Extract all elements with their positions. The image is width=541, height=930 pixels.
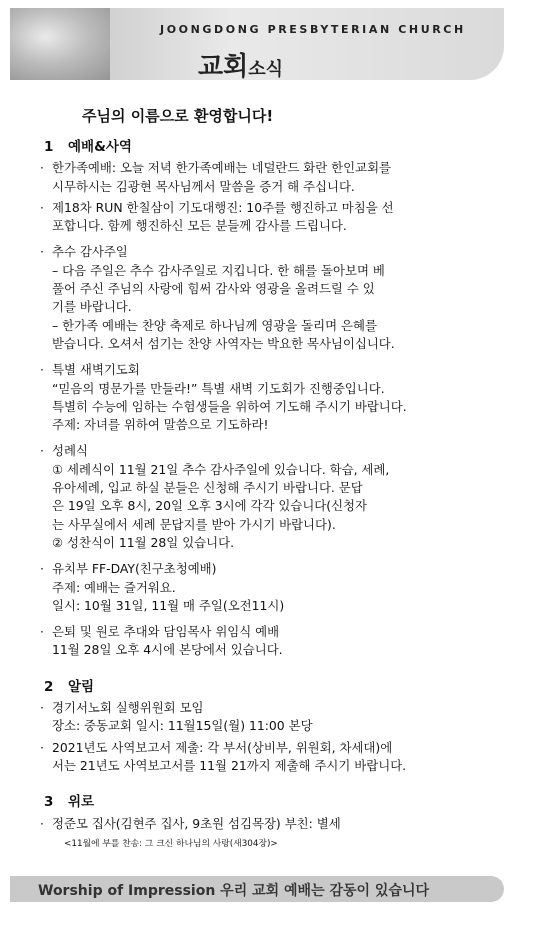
item-heading: 추수 감사주일 xyxy=(52,244,128,260)
bullet-icon: · xyxy=(40,160,44,176)
item-line: 은 19일 오후 8시, 20일 오후 3시에 각각 있습니다(신청자 xyxy=(52,498,367,514)
item-heading: 정준모 집사(김현주 집사, 9초원 섬김목장) 부친: 별세 xyxy=(52,815,341,831)
list-item xyxy=(30,159,520,196)
item-heading: 특별 새벽기도회 xyxy=(52,362,140,378)
bullet-icon: · xyxy=(40,244,44,260)
news-content xyxy=(30,128,520,853)
item-heading: 한가족예배: 오늘 저녁 한가족예배는 네덜란드 화란 한인교회를 xyxy=(52,160,392,176)
bullet-icon: · xyxy=(40,443,44,459)
item-line: 장소: 중동교회 일시: 11월15일(월) 11:00 본당 xyxy=(52,718,313,734)
bullet-icon: · xyxy=(40,815,44,831)
list-item xyxy=(30,243,520,353)
bullet-icon: · xyxy=(40,561,44,577)
item-line: 일시: 10월 31일, 11월 매 주일(오전11시) xyxy=(52,597,285,613)
item-line: 유아세례, 입교 하실 분들은 신청해 주시기 바랍니다. 문답 xyxy=(52,480,363,496)
title-big: 교회 xyxy=(198,52,249,80)
list-item xyxy=(30,739,520,776)
list-item xyxy=(30,361,520,434)
item-line: 시무하시는 김광현 목사님께서 말씀을 증거 해 주십니다. xyxy=(52,178,355,194)
bullet-icon: · xyxy=(40,362,44,378)
page-title xyxy=(198,46,283,80)
item-line: 주제: 자녀를 위하여 말씀으로 기도하라! xyxy=(52,417,269,433)
item-line: ① 세례식이 11월 21일 추수 감사주일에 있습니다. 학습, 세례, xyxy=(52,461,390,477)
list-item xyxy=(30,560,520,615)
item-line: 주제: 예배는 즐거워요. xyxy=(52,579,176,595)
item-heading: 유치부 FF-DAY(친구초청예배) xyxy=(52,561,217,577)
list-item xyxy=(30,442,520,552)
church-name: JOONGDONG PRESBYTERIAN CHURCH xyxy=(160,23,466,36)
section-title xyxy=(30,793,520,811)
item-line: 풀어 주신 주님의 사랑에 힘써 감사와 영광을 올려드릴 수 있 xyxy=(52,281,375,297)
item-line: 받습니다. 오셔서 섬기는 찬양 사역자는 박요한 목사님이십니다. xyxy=(52,335,395,351)
item-line: “믿음의 명문가를 만들라!” 특별 새벽 기도회가 진행중입니다. xyxy=(52,380,385,396)
section-title xyxy=(30,138,520,156)
bullet-icon: · xyxy=(40,700,44,716)
praying-hands-image xyxy=(10,8,110,80)
title-small: 소식 xyxy=(248,59,284,80)
item-heading: 제18차 RUN 한칠삼이 기도대행진: 10주를 행진하고 마침을 선 xyxy=(52,199,394,215)
list-item xyxy=(30,815,520,833)
item-line: 서는 21년도 사역보고서를 11월 21까지 제출해 주시기 바랍니다. xyxy=(52,757,407,773)
section-title-text: 예배&사역 xyxy=(68,139,132,155)
welcome-heading: 주님의 이름으로 환영합니다! xyxy=(82,107,274,125)
bullet-icon: · xyxy=(40,739,44,755)
section-title-text: 알림 xyxy=(68,678,95,695)
footer-text: Worship of Impression 우리 교회 예배는 감동이 있습니다 xyxy=(38,883,430,899)
item-line: 기를 바랍니다. xyxy=(52,299,132,315)
bullet-icon: · xyxy=(40,624,44,640)
item-line: 특별히 수능에 임하는 수험생들을 위하여 기도해 주시기 바랍니다. xyxy=(52,398,407,414)
section-title xyxy=(30,678,520,696)
item-heading: 경기서노회 실행위원회 모임 xyxy=(52,700,204,716)
section-number: 2 xyxy=(44,678,54,695)
footer-banner xyxy=(10,876,504,902)
item-line: – 한가족 예배는 찬양 축제로 하나님께 영광을 돌리며 은혜를 xyxy=(52,317,377,333)
item-heading: 성례식 xyxy=(52,443,88,459)
bullet-icon: · xyxy=(40,199,44,215)
list-item xyxy=(30,199,520,236)
item-line: – 다음 주일은 추수 감사주일로 지킵니다. 한 해를 돌아보며 베 xyxy=(52,262,385,278)
header-banner xyxy=(10,8,504,80)
item-heading: 2021년도 사역보고서 제출: 각 부서(상비부, 위원회, 차세대)에 xyxy=(52,739,393,755)
item-heading: 은퇴 및 원로 추대와 담임목사 위임식 예배 xyxy=(52,624,280,640)
item-line: ② 성찬식이 11월 28일 있습니다. xyxy=(52,534,235,550)
list-item xyxy=(30,623,520,660)
section-number: 3 xyxy=(44,794,54,811)
section-number: 1 xyxy=(44,139,54,155)
item-line: 포합니다. 함께 행진하신 모든 분들께 감사를 드립니다. xyxy=(52,218,347,234)
hymn-of-month: <11월에 부를 찬송: 그 크신 하나님의 사랑(새304장)> xyxy=(64,838,278,849)
section-title-text: 위로 xyxy=(68,794,95,811)
list-item xyxy=(30,699,520,736)
item-line: 11월 28일 오후 4시에 본당에서 있습니다. xyxy=(52,642,283,658)
item-line: 는 사무실에서 세례 문답지를 받아 가시기 바랍니다). xyxy=(52,516,336,532)
